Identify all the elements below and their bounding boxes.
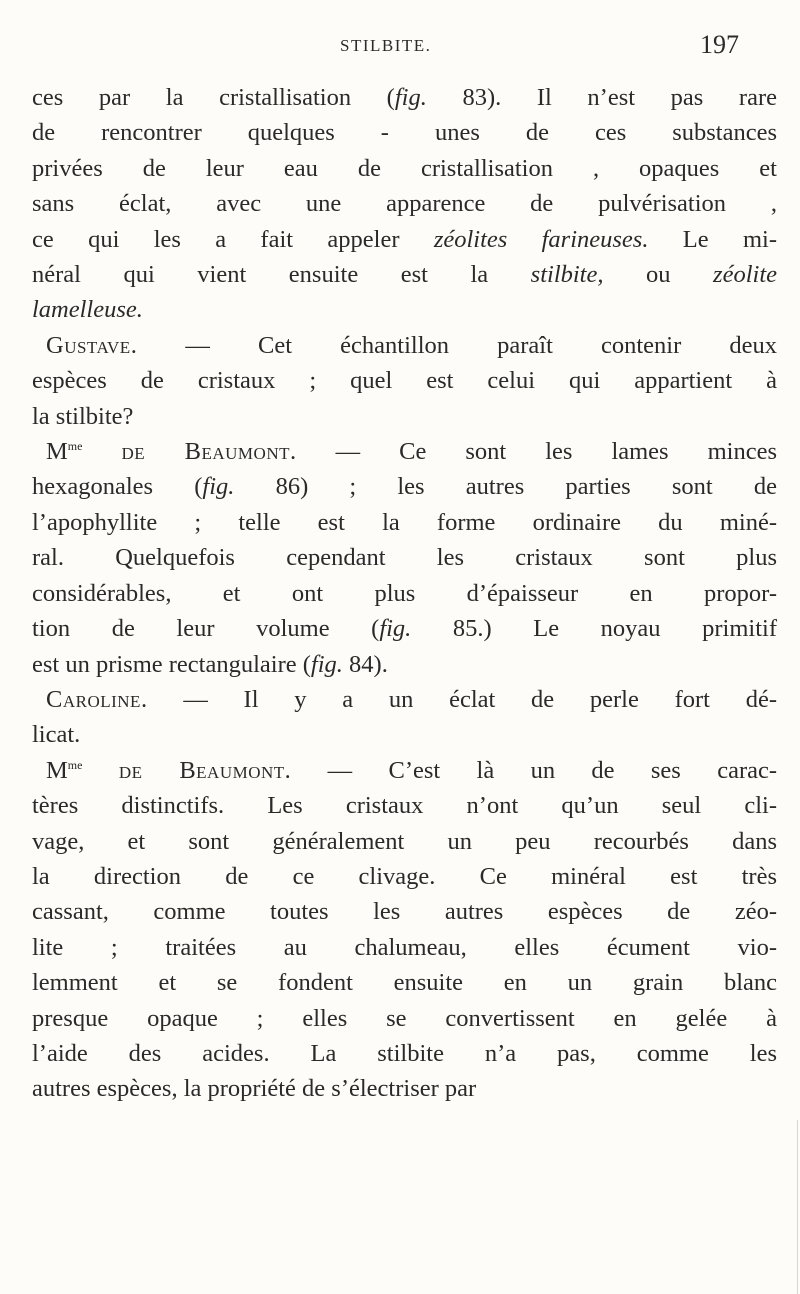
superscript: me: [67, 439, 83, 454]
text-line: [32, 115, 777, 150]
text-run: ce qui les a fait appeler: [32, 225, 434, 253]
text-run: néral qui vient ensuite est la: [32, 261, 531, 289]
text-line: [32, 1001, 777, 1036]
text-line: [32, 151, 777, 186]
text-run: — Cet échantillon paraît contenir deux: [137, 331, 777, 359]
text-line: [32, 894, 777, 929]
text-line: [32, 1071, 777, 1106]
superscript: me: [67, 757, 83, 772]
text-run: privées de leur eau de cristallisation , opaques et: [32, 154, 777, 182]
margin-rule: [797, 1120, 798, 1294]
text-run: lemment et se fondent ensuite en un grain blanc: [32, 969, 777, 997]
text-run: est un prisme rectangulaire (: [32, 650, 311, 678]
text-run: espèces de cristaux ; quel est celui qui appartient à: [32, 367, 777, 395]
italic-run: stilbite,: [530, 261, 604, 289]
text-line: [32, 1036, 777, 1071]
text-run: ou: [603, 261, 714, 289]
paragraph: [32, 328, 777, 434]
paragraph: [32, 682, 777, 753]
text-run: considérables, et ont plus d’épaisseur en propor-: [32, 579, 777, 607]
text-run: ces par la cristallisation (: [32, 84, 395, 111]
text-line: [32, 824, 777, 859]
text-run: cassant, comme toutes les autres espèces de zéo-: [32, 898, 777, 926]
text-line: [32, 505, 777, 540]
text-line: [32, 682, 777, 717]
text-run: vage, et sont généralement un peu recourbés dans: [32, 827, 777, 855]
text-line: [32, 328, 777, 363]
running-head: [0, 30, 800, 68]
italic-run: fig.: [310, 650, 343, 678]
speaker-name: de Beaumont.: [121, 438, 297, 466]
running-title: STILBITE.: [340, 36, 432, 55]
italic-run: fig.: [202, 473, 235, 501]
italic-run: fig.: [379, 615, 412, 643]
text-line: [32, 930, 777, 965]
text-run: la direction de ce clivage. Ce minéral est très: [32, 862, 777, 890]
page-number: 197: [700, 30, 739, 59]
paragraph: [32, 753, 777, 1107]
text-run: la stilbite?: [32, 402, 134, 430]
text-run: sans éclat, avec une apparence de pulvérisation ,: [32, 190, 777, 218]
text-line: [32, 540, 777, 575]
text-run: 85.) Le noyau primitif: [411, 615, 777, 643]
italic-run: zéolite: [713, 261, 778, 289]
text-line: [32, 399, 777, 434]
text-run: M: [46, 438, 68, 466]
text-line: [32, 257, 777, 292]
text-line: [32, 611, 777, 646]
text-line: [32, 292, 777, 327]
text-run: [82, 757, 118, 784]
text-run: autres espèces, la propriété de s’électriser par: [32, 1075, 477, 1103]
text-line: [32, 434, 777, 469]
text-line: [32, 965, 777, 1000]
text-line: [32, 647, 777, 682]
text-run: — Il y a un éclat de perle fort dé-: [147, 685, 777, 713]
text-line: [32, 186, 777, 221]
text-run: tion de leur volume (: [32, 615, 380, 643]
text-run: M: [46, 756, 68, 784]
text-line: [32, 788, 777, 823]
text-run: 84).: [342, 650, 388, 678]
paragraph: [32, 434, 777, 682]
text-run: licat.: [32, 721, 81, 749]
paragraph: [32, 80, 777, 328]
text-line: [32, 753, 777, 788]
speaker-name: Caroline.: [46, 685, 148, 713]
text-run: hexagonales (: [32, 473, 203, 501]
text-line: [32, 222, 777, 257]
text-run: [82, 438, 121, 465]
text-run: presque opaque ; elles se convertissent en gelée à: [32, 1004, 777, 1032]
text-line: [32, 717, 777, 752]
text-run: l’aide des acides. La stilbite n’a pas, comme les: [32, 1039, 777, 1067]
text-run: 83). Il n’est pas rare: [426, 84, 777, 111]
text-run: 86) ; les autres parties sont de: [234, 473, 778, 501]
text-line: [32, 469, 777, 504]
italic-run: fig.: [394, 84, 427, 111]
text-run: Le mi-: [648, 225, 777, 253]
text-run: — Ce sont les lames minces: [296, 438, 777, 466]
italic-run: zéolites farineuses.: [433, 225, 649, 253]
text-run: ral. Quelquefois cependant les cristaux sont plus: [32, 544, 777, 572]
text-line: [32, 80, 777, 115]
text-line: [32, 859, 777, 894]
text-line: [32, 576, 777, 611]
speaker-name: de Beaumont.: [118, 756, 292, 784]
body-text: [32, 80, 777, 1107]
text-run: — C’est là un de ses carac-: [291, 756, 778, 784]
text-run: de rencontrer quelques - unes de ces substances: [32, 119, 777, 147]
text-run: tères distinctifs. Les cristaux n’ont qu’un seul cli-: [32, 792, 777, 820]
text-run: l’apophyllite ; telle est la forme ordinaire du miné-: [32, 508, 777, 536]
speaker-name: Gustave.: [46, 331, 138, 359]
italic-run: lamelleuse.: [32, 296, 143, 324]
text-run: lite ; traitées au chalumeau, elles écument vio-: [32, 933, 777, 961]
text-line: [32, 363, 777, 398]
